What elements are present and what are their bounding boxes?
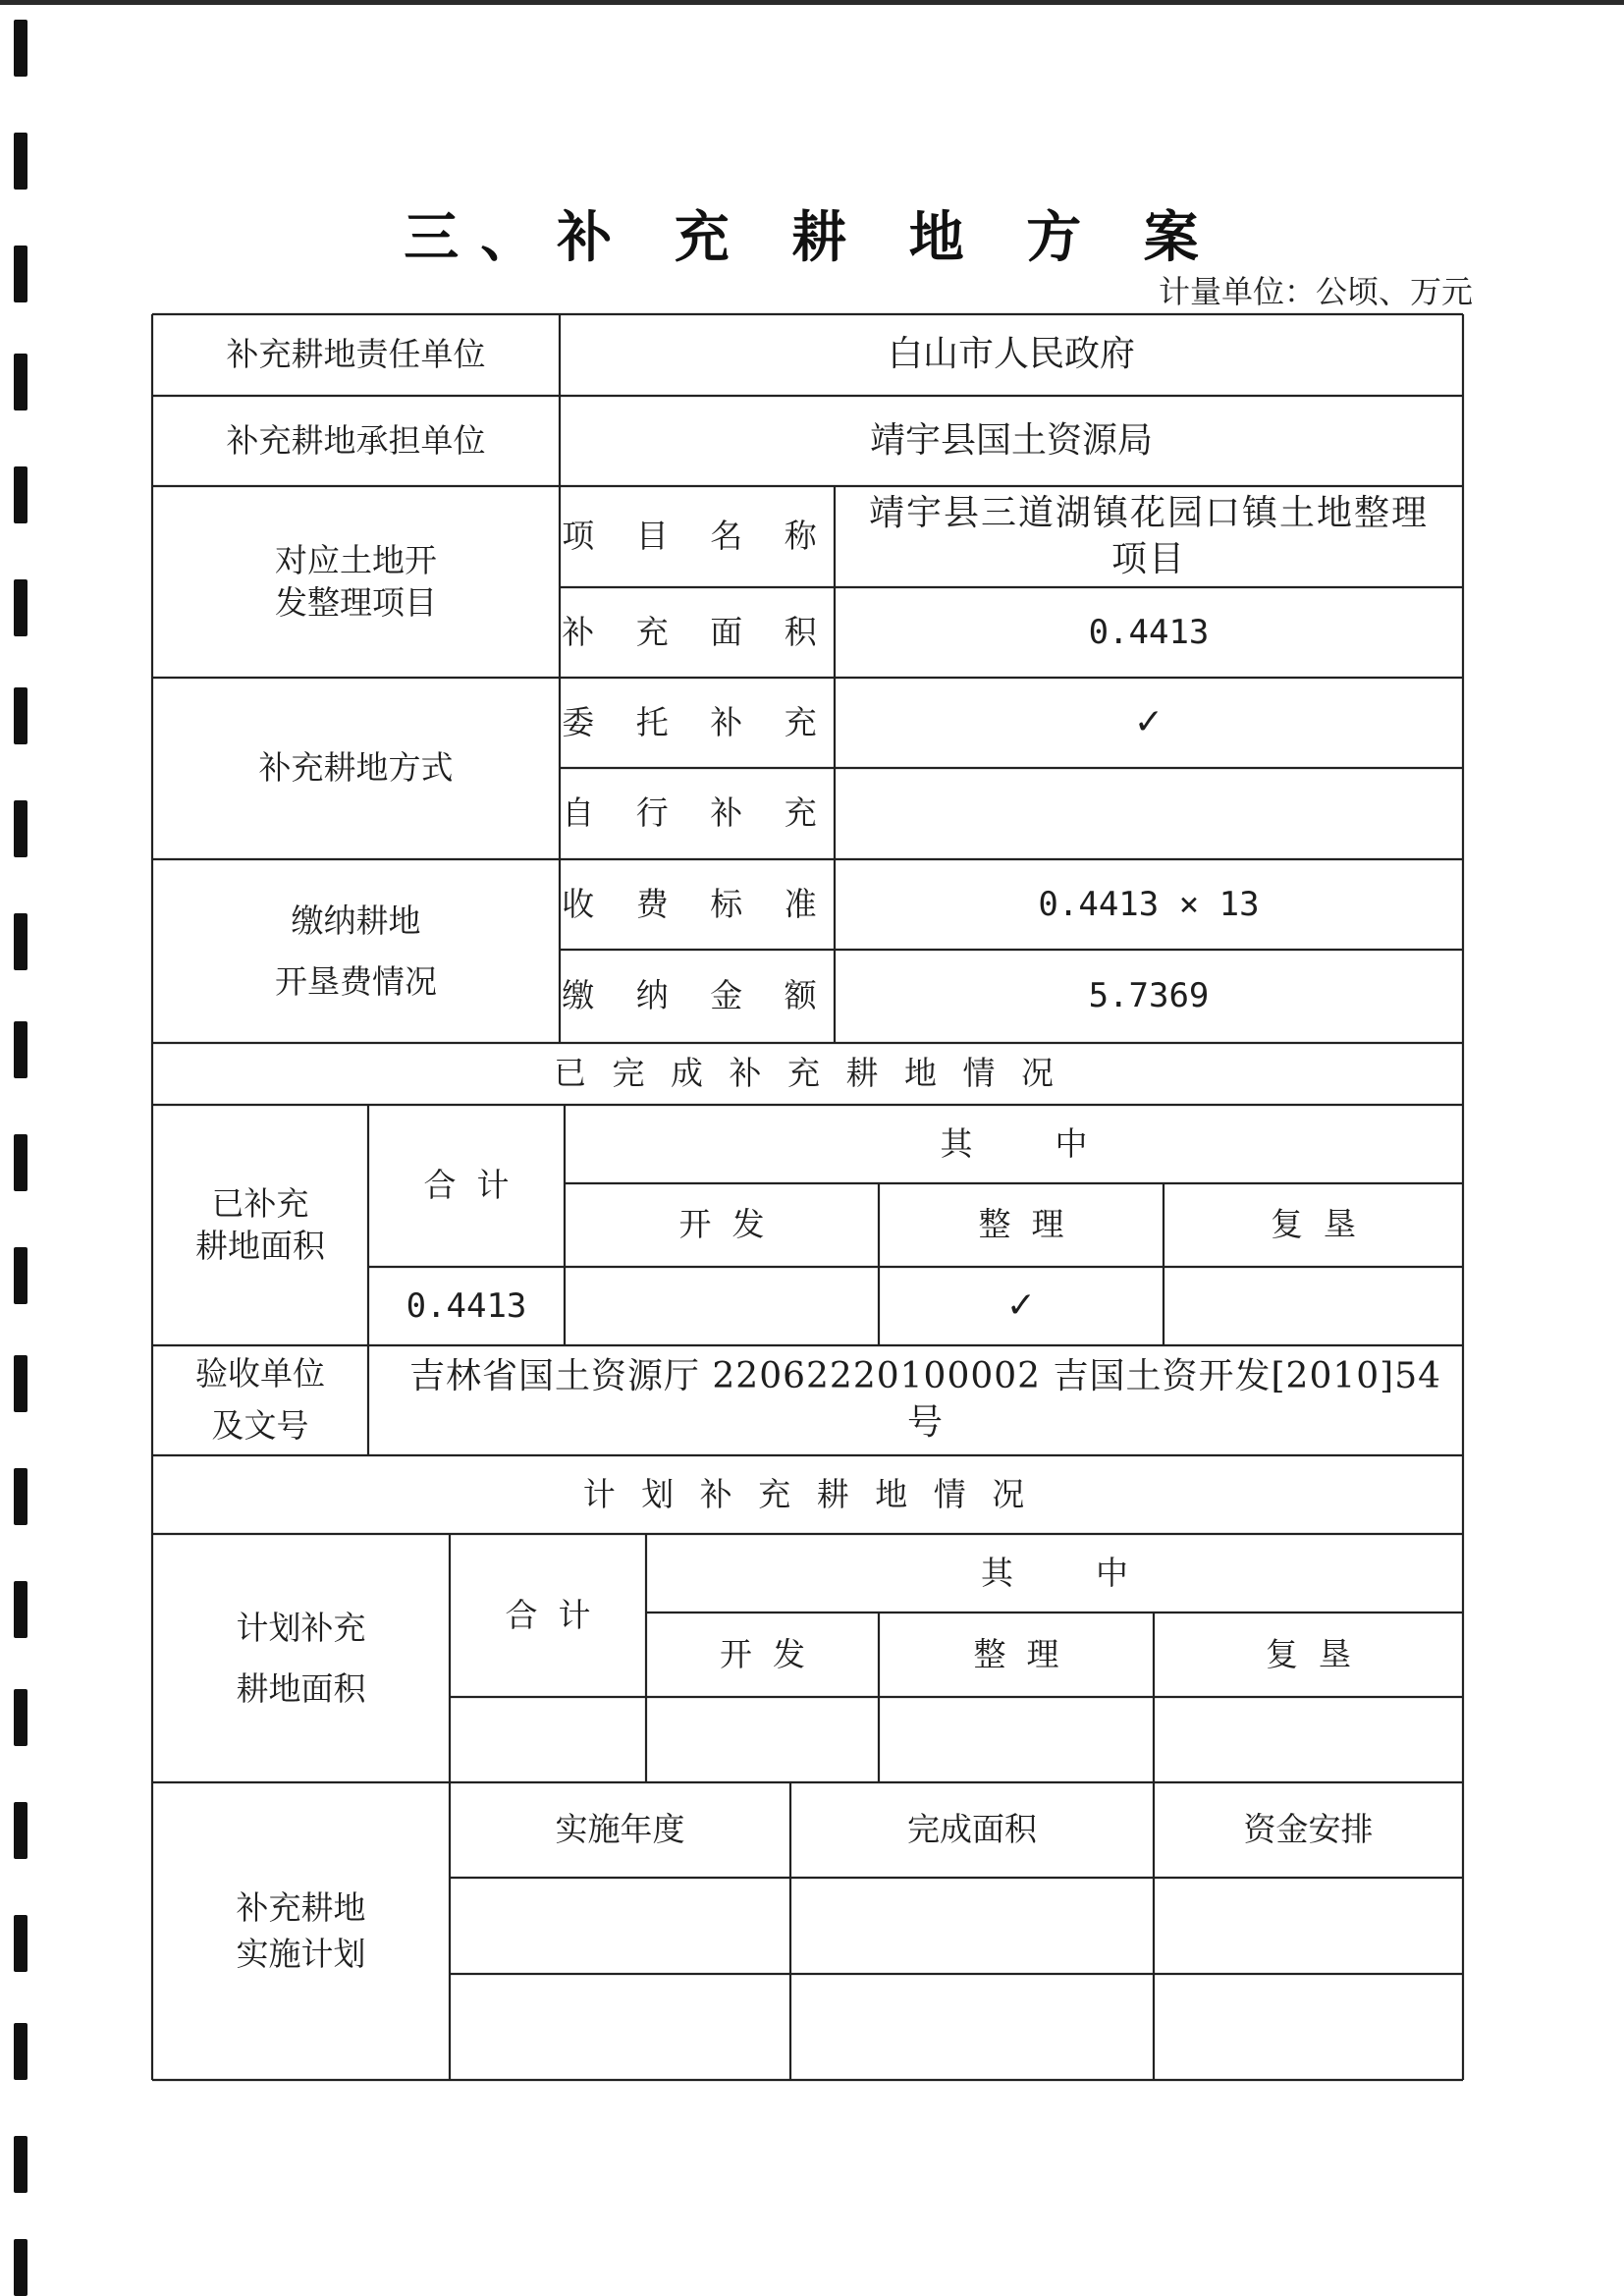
acceptance-value: 吉林省国土资源厅 22062220100002 吉国土资开发[2010]54 号 bbox=[408, 1356, 1442, 1443]
completed-arrange-label: 整 理 bbox=[978, 1205, 1064, 1244]
planned-reclaim-label: 复 垦 bbox=[1266, 1634, 1351, 1673]
fee-standard-label: 收 费 标 准 bbox=[562, 884, 833, 923]
fee-standard-value: 0.4413 × 13 bbox=[1038, 884, 1260, 924]
planned-arrange-label: 整 理 bbox=[973, 1634, 1059, 1673]
implementation-year-header: 实施年度 bbox=[555, 1810, 685, 1849]
planned-among-label: 其 中 bbox=[981, 1553, 1128, 1592]
completed-develop-value bbox=[565, 1267, 879, 1345]
measurement-unit: 计量单位：公顷、万元 bbox=[1158, 273, 1473, 310]
completed-total-value: 0.4413 bbox=[406, 1285, 527, 1326]
completed-reclaim-label: 复 垦 bbox=[1271, 1205, 1356, 1244]
page-title: 三、补 充 耕 地 方 案 bbox=[404, 206, 1220, 270]
planned-total-label: 合 计 bbox=[505, 1595, 591, 1634]
planned-section-title: 计 划 补 充 耕 地 情 况 bbox=[582, 1474, 1033, 1513]
completed-arrange-check-mark: ✓ bbox=[1005, 1285, 1037, 1326]
supplement-area-value: 0.4413 bbox=[1088, 612, 1210, 652]
completed-reclaim-value bbox=[1164, 1267, 1463, 1345]
completed-total-label: 合 计 bbox=[423, 1166, 510, 1205]
completed-area-header: 完成面积 bbox=[907, 1810, 1037, 1849]
self-supplement-label: 自 行 补 充 bbox=[562, 793, 833, 833]
supplement-area-label: 补 充 面 积 bbox=[562, 612, 833, 651]
completed-develop-label: 开 发 bbox=[678, 1205, 765, 1244]
project-label: 对应土地开 发整理项目 bbox=[275, 540, 437, 622]
entrust-supplement-label: 委 托 补 充 bbox=[562, 702, 833, 741]
supplement-method-label: 补充耕地方式 bbox=[258, 748, 454, 788]
fund-arrangement-header: 资金安排 bbox=[1243, 1810, 1374, 1849]
undertaker-unit-label: 补充耕地承担单位 bbox=[226, 420, 486, 460]
project-name-label: 项 目 名 称 bbox=[562, 517, 833, 556]
acceptance-label: 验收单位 及文号 bbox=[195, 1354, 325, 1445]
fee-amount-value: 5.7369 bbox=[1088, 976, 1210, 1016]
responsible-unit-label: 补充耕地责任单位 bbox=[226, 335, 486, 374]
entrust-check-mark: ✓ bbox=[1133, 701, 1164, 742]
planned-area-label: 计划补充 耕地面积 bbox=[236, 1609, 366, 1708]
completed-area-label: 已补充 耕地面积 bbox=[195, 1183, 325, 1265]
responsible-unit-value: 白山市人民政府 bbox=[887, 334, 1135, 375]
project-name-value: 靖宇县三道湖镇花园口镇土地整理 项目 bbox=[868, 492, 1429, 579]
completed-among-label: 其 中 bbox=[940, 1123, 1088, 1163]
fee-amount-label: 缴 纳 金 额 bbox=[562, 976, 833, 1015]
undertaker-unit-value: 靖宇县国土资源局 bbox=[869, 419, 1153, 461]
completed-section-title: 已 完 成 补 充 耕 地 情 况 bbox=[554, 1054, 1061, 1093]
implementation-plan-label: 补充耕地 实施计划 bbox=[236, 1888, 366, 1973]
fee-label: 缴纳耕地 开垦费情况 bbox=[275, 902, 437, 1001]
planned-develop-label: 开 发 bbox=[720, 1634, 805, 1673]
self-supplement-value bbox=[835, 768, 1463, 859]
